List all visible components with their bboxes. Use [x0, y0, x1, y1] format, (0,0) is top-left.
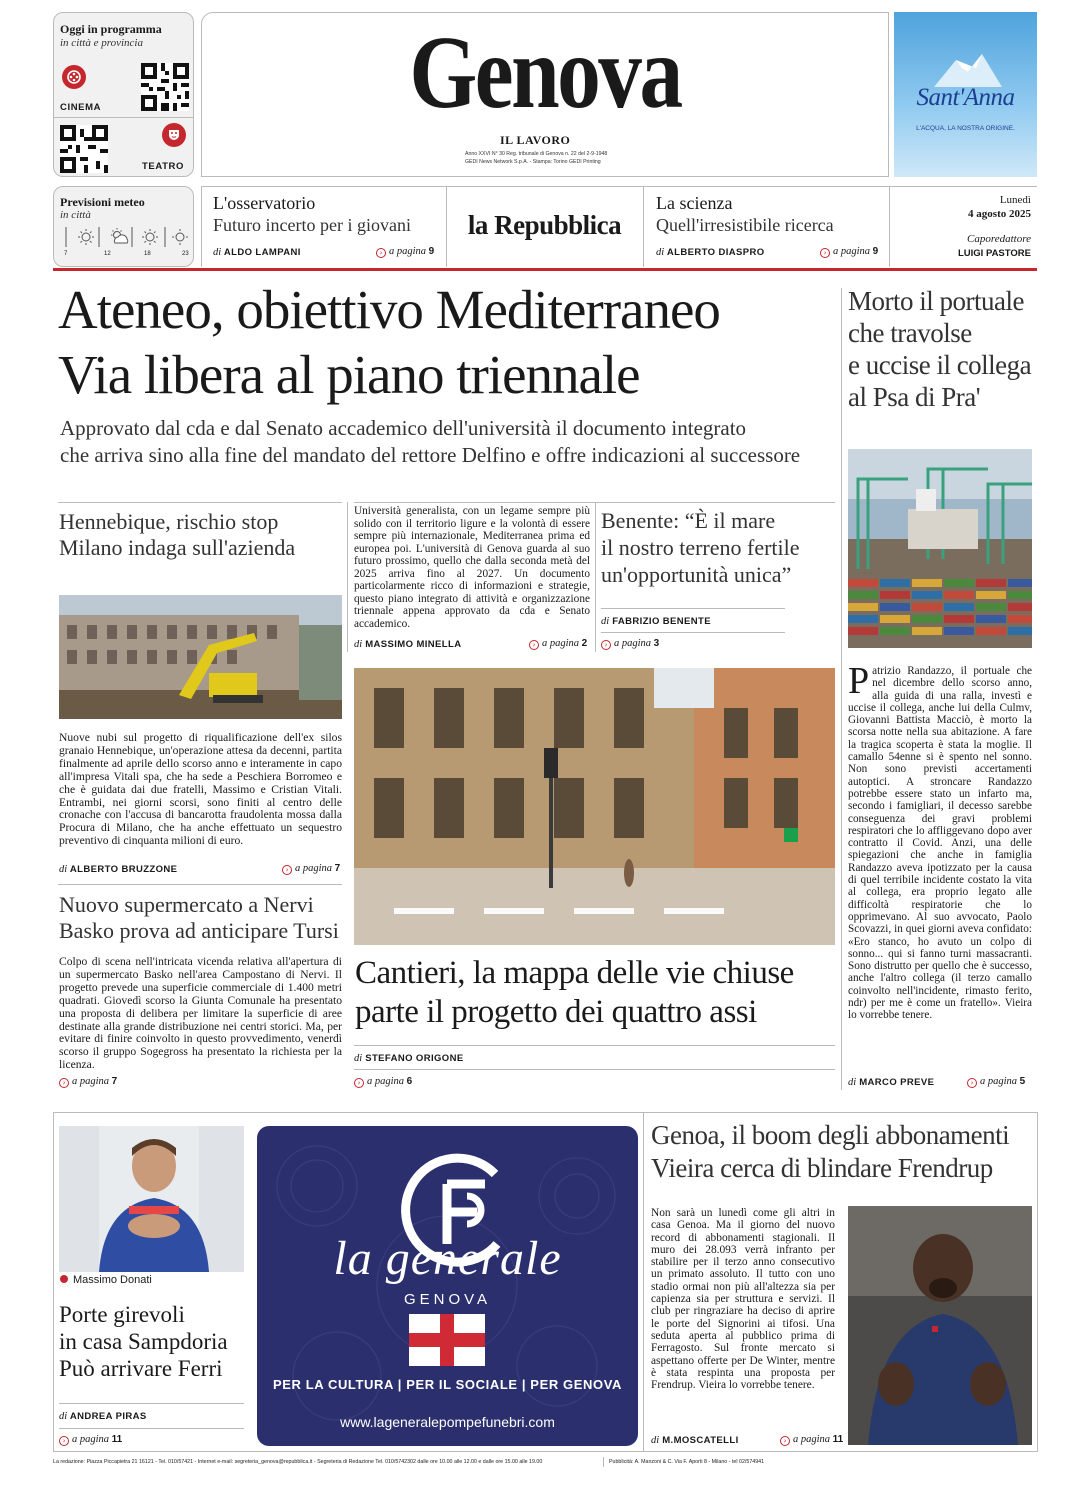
teatro-label: TEATRO — [142, 161, 184, 172]
cantieri-headline-2[interactable]: parte il progetto dei quattro assi — [355, 994, 757, 1030]
footer-pubblicita: Pubblicità: A. Manzoni & C. Via F. Aporti 8 - Milano - tel 02/574941 — [609, 1459, 765, 1465]
scienza-kicker: La scienza — [656, 193, 733, 213]
sampdoria-byline: di ANDREA PIRAS — [59, 1411, 147, 1422]
lead-body: Università generalista, con un legame sempre più solido con il territorio ligure e la volontà di essere sempre più internazionale, Mediterranea prima ed europea poi. L'università di Genova guarda al suo futuro prossimo, quello che dalla seconda metà del 2025 arriva fino al 2027. Un documento particolarmente ricco di informazioni e strategie, questo piano integrato di attività e organizzazione triennale appena approvato da cda e Senato accademico. — [354, 505, 590, 630]
temp-1: 7 — [64, 251, 68, 257]
osservatorio-byline: di ALDO LAMPANI — [213, 247, 301, 258]
column-rule — [643, 1112, 644, 1452]
scienza-title: Quell'irresistibile ricerca — [656, 215, 834, 235]
divider — [54, 117, 193, 118]
genoa-byline: di M.MOSCATELLI — [651, 1435, 739, 1446]
hennebique-headline-2[interactable]: Milano indaga sull'azienda — [59, 535, 296, 560]
portuale-pageref[interactable]: › a pagina 5 — [967, 1076, 1025, 1088]
benente-quote-2[interactable]: il nostro terreno fertile — [601, 535, 800, 560]
nervi-pageref[interactable]: › a pagina 7 — [59, 1076, 117, 1088]
section-rule — [354, 1045, 835, 1046]
genoa-headline-1[interactable]: Genoa, il boom degli abbonamenti — [651, 1120, 1010, 1150]
column-rule — [53, 1112, 54, 1452]
section-rule — [59, 1428, 244, 1429]
footer-divider — [603, 1457, 604, 1467]
osservatorio-title: Futuro incerto per i giovani — [213, 215, 411, 235]
column-rule — [841, 288, 842, 1090]
dateline-name: LUIGI PASTORE — [957, 248, 1031, 259]
weather-icons — [62, 225, 192, 249]
section-rule — [59, 1403, 244, 1404]
portuale-body: Patrizio Randazzo, il portuale che nel dicembre dello scorso anno, alla guida di una ralla, investì e uccise il collega, anche lui della Culmv, Giovanni Battista Macciò, è morto la scorsa notte nella sua abitazione. A fare la tragica scoperta è stata la moglie. Il camallo 54enne si è spento nel sonno. Non sono previsti accertamenti autoptici. A stroncare Randazzo potrebbe essere stato un infarto ma, secondo i famigliari, il decesso sarebbe conseguenza dei gravi problemi respiratori che lo affliggevano dopo aver contratto il Covid. Anzi, una delle spiegazioni che anche in famiglia Randazzo aveva ipotizzato per la causa di quel terribile incidente costato la vita al collega, era proprio legato alle difficoltà respiratorie che lo opprimevano. Al suo avvocato, Paolo Scovazzi, in quei giorni aveva confidato: «Ero stanco, ho avuto un colpo di sonno... qui si fanno turni massacranti. Sono distrutto per quello che è successo, anche l'altro collega (il terzo camallo coinvolto nell'incidente, rimasto ferito, ndr) per me è come un fratello». Vieira lo vorrebbe tenere. — [848, 660, 1032, 1022]
hennebique-body: Nuove nubi sul progetto di riqualificazione dell'ex silos granaio Hennebique, un'operazione attesa da decenni, partita finalmente ad aprile dello scorso anno e interamente in capo all'impresa Vitali spa, che ha sede a Peschiera Borromeo e che è guidata dai due fratelli, Massimo e Cristian Vitali. Entrambi, nei giorni scorsi, sono finiti al centro delle cronache con l'accusa di bancarotta fraudolenta mossa dalla Procura di Milano, che ha anche effettuato un sequestro preventivo di cinquanta milioni di euro. — [59, 731, 342, 848]
header-divider — [201, 186, 202, 267]
portuale-headline-2[interactable]: che travolse — [848, 318, 972, 348]
genoa-headline-2[interactable]: Vieira cerca di blindare Frendrup — [651, 1153, 993, 1183]
donati-photo — [59, 1126, 244, 1272]
masthead-reg-1: Anno XXVI N° 30 Reg. tribunale di Genova n. 22 del 2-9-1948 — [465, 151, 608, 157]
benente-byline: di FABRIZIO BENENTE — [601, 616, 711, 627]
section-rule — [58, 502, 342, 503]
dateline-day: Lunedì — [999, 194, 1031, 206]
section-rule — [354, 1069, 835, 1070]
cantieri-byline: di STEFANO ORIGONE — [354, 1053, 464, 1064]
qr-teatro-icon[interactable] — [60, 125, 108, 173]
column-rule — [595, 502, 596, 652]
genoa-pageref[interactable]: › a pagina 11 — [780, 1434, 843, 1446]
sampdoria-headline-1[interactable]: Porte girevoli — [59, 1302, 185, 1327]
benente-quote-1[interactable]: Benente: “È il mare — [601, 508, 776, 533]
portuale-headline-1[interactable]: Morto il portuale — [848, 286, 1024, 316]
lagenerale-script: la generale — [333, 1232, 562, 1285]
portuale-headline-4[interactable]: al Psa di Pra' — [848, 382, 981, 412]
temp-3: 18 — [144, 251, 151, 257]
scienza-byline: di ALBERTO DIASPRO — [656, 247, 765, 258]
hennebique-byline: di ALBERTO BRUZZONE — [59, 864, 178, 875]
temp-2: 12 — [104, 251, 111, 257]
lead-byline: di MASSIMO MINELLA — [354, 639, 462, 650]
header-divider — [889, 186, 890, 267]
lagenerale-ad[interactable] — [257, 1126, 638, 1446]
hennebique-photo — [59, 595, 342, 719]
meteo-box — [53, 186, 194, 267]
scienza-pageref[interactable]: › a pagina 9 — [820, 246, 878, 258]
dateline-date: 4 agosto 2025 — [968, 208, 1031, 220]
cantieri-photo — [354, 668, 835, 945]
nervi-headline-2[interactable]: Basko prova ad anticipare Tursi — [59, 918, 339, 943]
lagenerale-claim: PER LA CULTURA | PER IL SOCIALE | PER GENOVA — [272, 1377, 623, 1392]
lead-deck-2: che arriva sino alla fine del mandato del rettore Delfino e offre indicazioni al successore — [60, 443, 801, 467]
portuale-headline-3[interactable]: e uccise il collega — [848, 350, 1032, 380]
lagenerale-city: GENOVA — [403, 1291, 492, 1308]
genoa-body: Non sarà un lunedì come gli altri in casa Genoa. Ma il giorno del nuovo record di abbonamenti stagionali. Il muro dei 28.093 verrà infranto per stabilire per il terzo anno consecutivo un primato assoluto. Il tutto con uno stadio ormai non più all'altezza sia per capienza sia per struttura e servizi. Il club per ringraziare ha deciso di aprire le porte del Signorini ai tifosi. Una seduta aperta al pubblico prima di Ferragosto. Sul fronte mercato si aspettano offerte per De Winter, mentre è stata respinta una proposta per Frendrup. Vieira lo vorrebbe tenere. — [651, 1207, 835, 1392]
sampdoria-pageref[interactable]: › a pagina 11 — [59, 1434, 122, 1446]
header-bottom-red-rule — [53, 268, 1037, 271]
santanna-ad[interactable] — [894, 12, 1037, 177]
column-rule — [347, 502, 348, 652]
cinema-icon[interactable] — [62, 65, 86, 89]
santanna-tagline: L'ACQUA, LA NOSTRA ORIGINE. — [916, 125, 1015, 132]
osservatorio-pageref[interactable]: › a pagina 9 — [376, 246, 434, 258]
osservatorio-kicker: L'osservatorio — [213, 193, 316, 213]
header-top-rule — [201, 186, 1037, 187]
santanna-brand: Sant'Anna — [916, 84, 1015, 111]
teatro-icon[interactable] — [162, 123, 186, 147]
nervi-headline-1[interactable]: Nuovo supermercato a Nervi — [59, 892, 314, 917]
portuale-byline: di MARCO PREVE — [848, 1077, 935, 1088]
lead-headline-2[interactable]: Via libera al piano triennale — [58, 344, 640, 405]
column-rule — [1037, 1112, 1038, 1452]
section-rule — [354, 502, 835, 503]
nervi-body: Colpo di scena nell'intricata vicenda relativa all'apertura di un supermercato Basko nell'area Campostano di Nervi. Il progetto prevede una superficie commerciale di 1.400 metri quadrati. Giovedì scorso la Giunta Comunale ha presentato una proposta di delibera per limitare la superficie di aree destinate alla grande distribuzione nei centri storici. Ma, per evitare di finire coinvolto in questo provvedimento, venerdì scorso il gruppo Sogegross ha presentato la richiesta per la licenza. — [59, 955, 342, 1072]
qr-cinema-icon[interactable] — [141, 63, 189, 111]
hennebique-headline-1[interactable]: Hennebique, rischio stop — [59, 509, 279, 534]
meteo-sub: in città — [60, 209, 91, 221]
dateline-role: Caporedattore — [967, 233, 1031, 245]
bottom-band-rule — [53, 1112, 1037, 1113]
footer-redazione: La redazione: Piazza Piccapietra 21 16121 - Tel. 010/57421 - Internet e-mail: segreteria_genova@repubblica.it - Segreteria di Redazione Tel. 010/5742302 dalle ore 10.00 alle 12.00 e dalle ore 15.00 alle 19.00 — [53, 1459, 543, 1465]
port-photo — [848, 449, 1032, 648]
programma-box — [53, 12, 194, 177]
masthead-subtitle: IL LAVORO — [500, 133, 571, 147]
lagenerale-url[interactable]: www.lageneralepompefunebri.com — [340, 1414, 555, 1430]
section-rule — [58, 884, 342, 885]
meteo-title: Previsioni meteo — [60, 195, 145, 209]
lead-pageref[interactable]: › a pagina 2 — [529, 638, 587, 650]
hennebique-pageref[interactable]: › a pagina 7 — [282, 863, 340, 875]
lead-deck-1: Approvato dal cda e dal Senato accademico dell'università il documento integrato — [60, 416, 747, 440]
cantieri-headline-1[interactable]: Cantieri, la mappa delle vie chiuse — [355, 955, 794, 991]
cinema-label: CINEMA — [60, 102, 102, 113]
donati-caption: Massimo Donati — [60, 1274, 152, 1286]
programma-sub: in città e provincia — [60, 37, 143, 49]
section-rule — [601, 608, 785, 609]
dropcap: P — [848, 660, 870, 702]
section-rule — [601, 632, 785, 633]
bottom-rule — [53, 1451, 1037, 1452]
cantieri-pageref[interactable]: › a pagina 6 — [354, 1076, 412, 1088]
programma-title: Oggi in programma — [60, 22, 162, 36]
caption-dot-icon — [60, 1275, 68, 1283]
vieira-photo — [848, 1206, 1032, 1445]
header-divider — [643, 186, 644, 267]
repubblica-logo: la Repubblica — [467, 210, 622, 240]
masthead-title: Genova — [409, 15, 681, 130]
sampdoria-headline-2[interactable]: in casa Sampdoria — [59, 1329, 228, 1354]
sampdoria-headline-3[interactable]: Può arrivare Ferri — [59, 1356, 223, 1381]
lead-headline-1[interactable]: Ateneo, obiettivo Mediterraneo — [58, 279, 720, 340]
benente-pageref[interactable]: › a pagina 3 — [601, 638, 659, 650]
temp-4: 23 — [182, 251, 189, 257]
benente-quote-3[interactable]: un'opportunità unica” — [601, 562, 792, 587]
masthead-reg-2: GEDI News Network S.p.A. - Stampa: Torino GEDI Printing — [465, 159, 601, 165]
